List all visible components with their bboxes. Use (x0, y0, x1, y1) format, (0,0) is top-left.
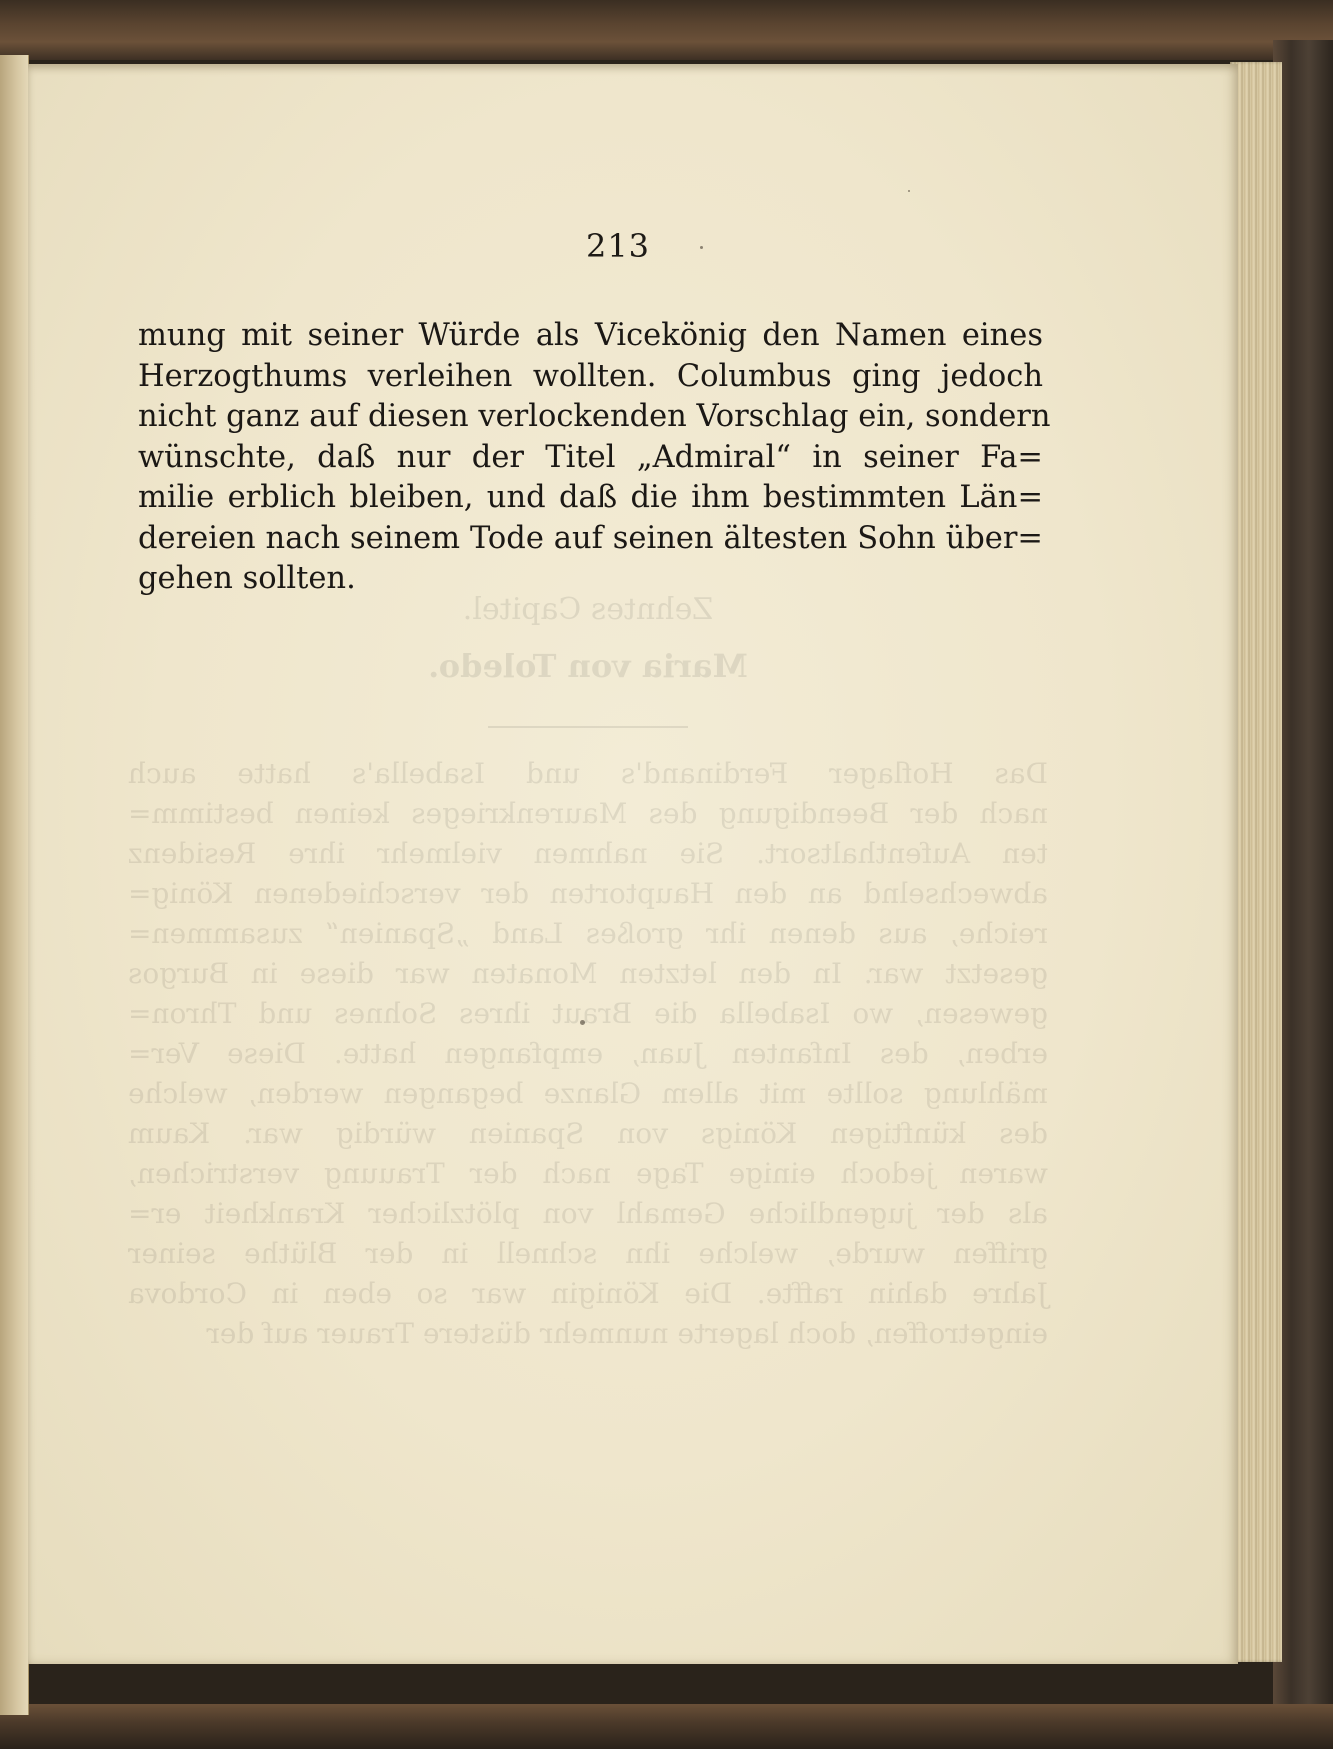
paper-speck (908, 190, 910, 192)
text-line: Herzogthums verleihen wollten. Columbus ging jedoch (138, 358, 1043, 394)
bleed-through-line: erben, des Infanten Juan, empfangen hatte. Diese Ver= (128, 1037, 1048, 1070)
bleed-through-line: als der jugendliche Gemahl von plötzlicher Krankheit er= (128, 1197, 1048, 1230)
bleed-through-line: waren jedoch einige Tage nach der Trauung verstrichen, (128, 1157, 1048, 1190)
text-line: dereien nach seinem Tode auf seinen ältesten Sohn über= (138, 520, 1043, 556)
book-cover-bottom-edge (0, 1704, 1333, 1749)
page-number: 213 (585, 227, 651, 265)
bleed-through-line: eingetroffen, doch lagerte nunmehr düstere Trauer auf der (206, 1317, 1048, 1350)
bleed-through-line: griffen wurde, welche ihn schnell in der Blüthe seiner (128, 1237, 1048, 1270)
book-cover-right-edge (1273, 40, 1333, 1749)
book-cover-top-edge (0, 0, 1333, 60)
bleed-through-chapter-heading: Zehntes Capitel. (462, 592, 714, 627)
body-paragraph (138, 316, 1051, 600)
book-page (28, 64, 1238, 1664)
bleed-through-line: Jahre dahin raffte. Die Königin war so eben in Cordova (128, 1277, 1048, 1310)
bleed-through-line: des künftigen Königs von Spanien würdig war. Kaum (128, 1117, 1048, 1150)
text-line: mung mit seiner Würde als Vicekönig den Namen eines (138, 318, 1043, 353)
bleed-through-line: reiche, aus denen ihr großes Land „Spanien“ zusammen= (128, 917, 1048, 950)
paper-speck (700, 246, 703, 249)
facing-page-edge (0, 55, 29, 1715)
text-line: gehen sollten. (138, 561, 356, 596)
bleed-through-line: abwechselnd an den Hauptorten der verschiedenen König= (128, 877, 1048, 910)
bleed-through-line: mählung sollte mit allem Glanze begangen werden, welche (128, 1077, 1048, 1110)
bleed-through-text (128, 584, 1048, 1354)
bleed-through-line: gewesen, wo Isabella die Braut ihres Sohnes und Thron= (128, 997, 1048, 1030)
bleed-through-chapter-title: Maria von Toledo. (428, 647, 748, 685)
bleed-through-rule (488, 726, 688, 728)
bleed-through-line: ten Aufenthaltsort. Sie nahmen vielmehr ihre Residenz (128, 837, 1048, 870)
bleed-through-line: nach der Beendigung des Maurenkrieges keinen bestimm= (128, 797, 1048, 830)
text-line: milie erblich bleiben, und daß die ihm bestimmten Län= (138, 480, 1043, 515)
paper-speck (580, 1020, 585, 1025)
bleed-through-line: Das Hoflager Ferdinand's und Isabella's hatte auch (128, 757, 1048, 790)
bleed-through-line: gesetzt war. In den letzten Monaten war diese in Burgos (128, 957, 1048, 990)
text-line: wünschte, daß nur der Titel „Admiral“ in seiner Fa= (138, 439, 1043, 475)
text-line: nicht ganz auf diesen verlockenden Vorschlag ein, sondern (138, 399, 1051, 434)
